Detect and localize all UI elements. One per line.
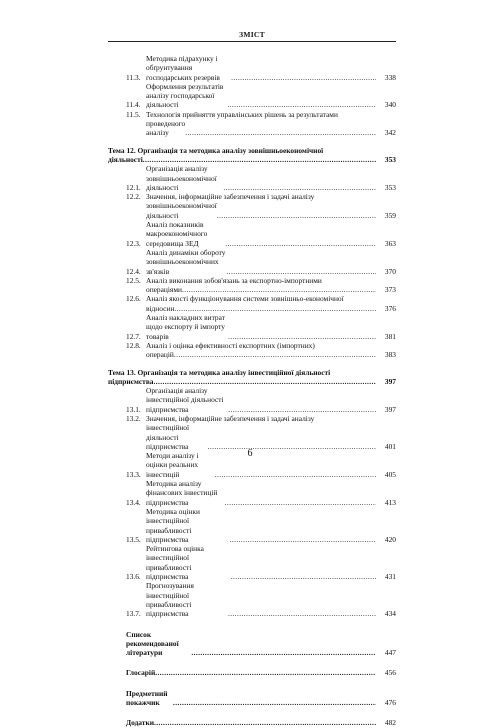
toc-item-page: 340 (384, 100, 396, 110)
toc-item-continuation (108, 304, 396, 313)
toc-item-number: 13.5. (126, 534, 141, 544)
toc-item-continuation (108, 285, 396, 294)
chapter-title: Тема 12. Організація та методика аналізу зовнішньоекономічної (108, 145, 324, 155)
leader-dots (228, 332, 376, 341)
toc-item-title-cont: інвестиційної діяльності підприємства (146, 423, 190, 451)
toc-item-title: Прогнозування інвестиційної привабливості підприємства (146, 581, 194, 619)
toc-item-title-cont: проведеного аналізу (146, 119, 186, 138)
toc-item-number: 11.3. (126, 72, 141, 82)
toc-item-title: Оформлення результатів аналізу господарської діяльності (146, 81, 224, 110)
toc-item (108, 220, 396, 248)
toc-item (108, 386, 396, 414)
toc-item-number: 12.1. (126, 182, 141, 192)
toc-item (108, 276, 396, 285)
toc-item-title: Аналіз показників макроекономічного середовища ЗЕД (146, 220, 208, 248)
leader-dots (191, 648, 376, 657)
page-header: ЗМІСТ (239, 30, 265, 39)
chapter-title-line (108, 155, 396, 164)
toc-item (108, 294, 396, 303)
toc-final-page: 476 (384, 698, 396, 707)
toc-glossary (108, 668, 396, 677)
toc-item-title: Аналіз виконання зобов'язань за експортно-імпортними (146, 275, 322, 285)
toc-item-title: Аналіз накладних витрат щодо експорту й імпорту товарів (146, 313, 225, 341)
leader-dots (185, 128, 376, 137)
leader-dots (226, 267, 376, 276)
toc-item-title: Рейтингова оцінка інвестиційної привабливості підприємства (146, 544, 204, 582)
toc-item-title: Організація аналізу зовнішньоекономічної діяльності (146, 164, 217, 192)
toc-item-page: 420 (384, 534, 396, 544)
toc-item-title: Аналіз і оцінка ефективності експортних (імпортних) (146, 340, 315, 350)
toc-item-page: 383 (384, 350, 396, 360)
chapter-title-line (108, 368, 396, 377)
toc-item-title: Методика підрахунку і обґрунтування господарських резервів (146, 54, 220, 82)
leader-dots (154, 377, 376, 386)
leader-dots (174, 350, 376, 359)
leader-dots (228, 609, 376, 618)
page-number: 6 (247, 448, 253, 459)
toc-item (108, 82, 396, 110)
toc-item-page: 342 (384, 128, 396, 138)
toc-item-title-cont: відносин (146, 303, 175, 313)
toc-item-page: 401 (384, 441, 396, 451)
toc-item-title-cont: операціями (146, 285, 182, 295)
toc-item-number: 13.7. (126, 609, 141, 619)
toc-item-continuation (108, 423, 396, 451)
toc-item-title: Значення, інформаційне забезпечення і задачі аналізу (146, 413, 315, 423)
leader-dots (182, 285, 376, 294)
toc-item-title: Організація аналізу інвестиційної діяльності підприємства (146, 386, 224, 414)
toc-item-number: 13.6. (126, 572, 141, 582)
toc-item (108, 581, 396, 618)
chapter-page: 397 (384, 376, 396, 386)
toc-final-title: Додатки (126, 718, 154, 728)
toc-item-page: 370 (384, 266, 396, 276)
toc-final-title: Глосарій (126, 668, 156, 678)
toc-item-title: Методика аналізу фінансових інвестицій підприємства (146, 479, 218, 507)
toc-item-page: 397 (384, 404, 396, 414)
chapter-title-cont: діяльності (108, 154, 143, 164)
toc-subject-index (108, 689, 396, 708)
toc-item-continuation (108, 119, 396, 138)
chapter-page: 353 (384, 154, 396, 164)
toc-item-page: 359 (384, 210, 396, 220)
leader-dots (155, 668, 376, 677)
toc-item-number: 13.3. (126, 469, 141, 479)
toc-item-title: Аналіз якості функціонування системи зовнішньо-економічної (146, 294, 344, 304)
toc-appendices (108, 718, 396, 727)
leader-dots (173, 698, 376, 707)
toc-item (108, 313, 396, 341)
leader-dots (230, 535, 376, 544)
toc-item-number: 13.1. (126, 404, 141, 414)
toc-item-number: 12.3. (126, 238, 141, 248)
leader-dots (225, 239, 376, 248)
toc-item-title: Методи аналізу і оцінки реальних інвестицій (146, 451, 199, 479)
toc-item-number: 11.5. (126, 109, 141, 119)
toc-item (108, 192, 396, 201)
toc-item-number: 11.4. (126, 100, 141, 110)
toc-item-continuation (108, 201, 396, 220)
leader-dots (223, 183, 376, 192)
leader-dots (215, 470, 376, 479)
toc-item (108, 507, 396, 544)
toc-item-number: 12.8. (126, 340, 141, 350)
toc-item-title-cont: операцій (146, 350, 174, 360)
toc-item (108, 544, 396, 581)
toc-item (108, 414, 396, 423)
toc-item-page: 405 (384, 469, 396, 479)
toc-item-number: 13.2. (126, 413, 141, 423)
leader-dots (225, 498, 376, 507)
toc-final-title: Предметний покажчик (126, 688, 168, 707)
toc-item-page: 434 (384, 609, 396, 619)
toc-item-number: 12.7. (126, 331, 141, 341)
toc-item-continuation (108, 350, 396, 359)
toc-item-page: 431 (384, 572, 396, 582)
toc-item-title: Аналіз динаміки обороту зовнішньоекономічних зв'язків (146, 247, 226, 276)
toc-item (108, 164, 396, 192)
toc-item-number: 13.4. (126, 497, 141, 507)
toc-item-title: Технологія прийняття управлінських рішень за результатами (146, 109, 338, 119)
toc-item-number: 12.2. (126, 192, 141, 202)
toc-final-page: 456 (384, 668, 396, 678)
toc-item-page: 413 (384, 497, 396, 507)
chapter-title: Тема 13. Організація та методика аналізу інвестиційної діяльності (108, 367, 331, 377)
toc-item-title: Значення, інформаційне забезпечення і задачі аналізу (146, 192, 315, 202)
toc-item-page: 353 (384, 182, 396, 192)
toc-item (108, 54, 396, 82)
toc-item-page: 363 (384, 238, 396, 248)
toc-item-page: 338 (384, 72, 396, 82)
toc-item (108, 110, 396, 119)
toc-item-page: 376 (384, 303, 396, 313)
toc-final-page: 482 (384, 718, 396, 728)
toc-item (108, 479, 396, 507)
leader-dots (227, 100, 376, 109)
toc-item-number: 12.5. (126, 275, 141, 285)
table-of-contents (108, 54, 396, 728)
toc-item-title: Методика оцінки інвестиційної привабливості підприємства (146, 506, 200, 544)
header-rule (108, 41, 396, 42)
chapter-title-line (108, 146, 396, 155)
toc-final-title: Список рекомендованої літератури (126, 629, 179, 658)
toc-references (108, 630, 396, 658)
toc-item-number: 12.4. (126, 266, 141, 276)
chapter-title-line (108, 377, 396, 386)
toc-item (108, 341, 396, 350)
toc-item-number: 12.6. (126, 294, 141, 304)
toc-item-page: 373 (384, 285, 396, 295)
leader-dots (174, 304, 376, 313)
leader-dots (154, 718, 376, 727)
toc-item-page: 381 (384, 331, 396, 341)
toc-final-page: 447 (384, 648, 396, 658)
chapter-title-cont: підприємства (108, 376, 154, 386)
toc-chapter-12 (108, 146, 396, 165)
toc-item (108, 248, 396, 276)
leader-dots (217, 211, 376, 220)
leader-dots (231, 73, 376, 82)
toc-chapter-13 (108, 368, 396, 387)
leader-dots (231, 572, 376, 581)
leader-dots (228, 405, 376, 414)
leader-dots (143, 155, 376, 164)
toc-item-title-cont: зовнішньоекономічної діяльності (146, 201, 217, 220)
